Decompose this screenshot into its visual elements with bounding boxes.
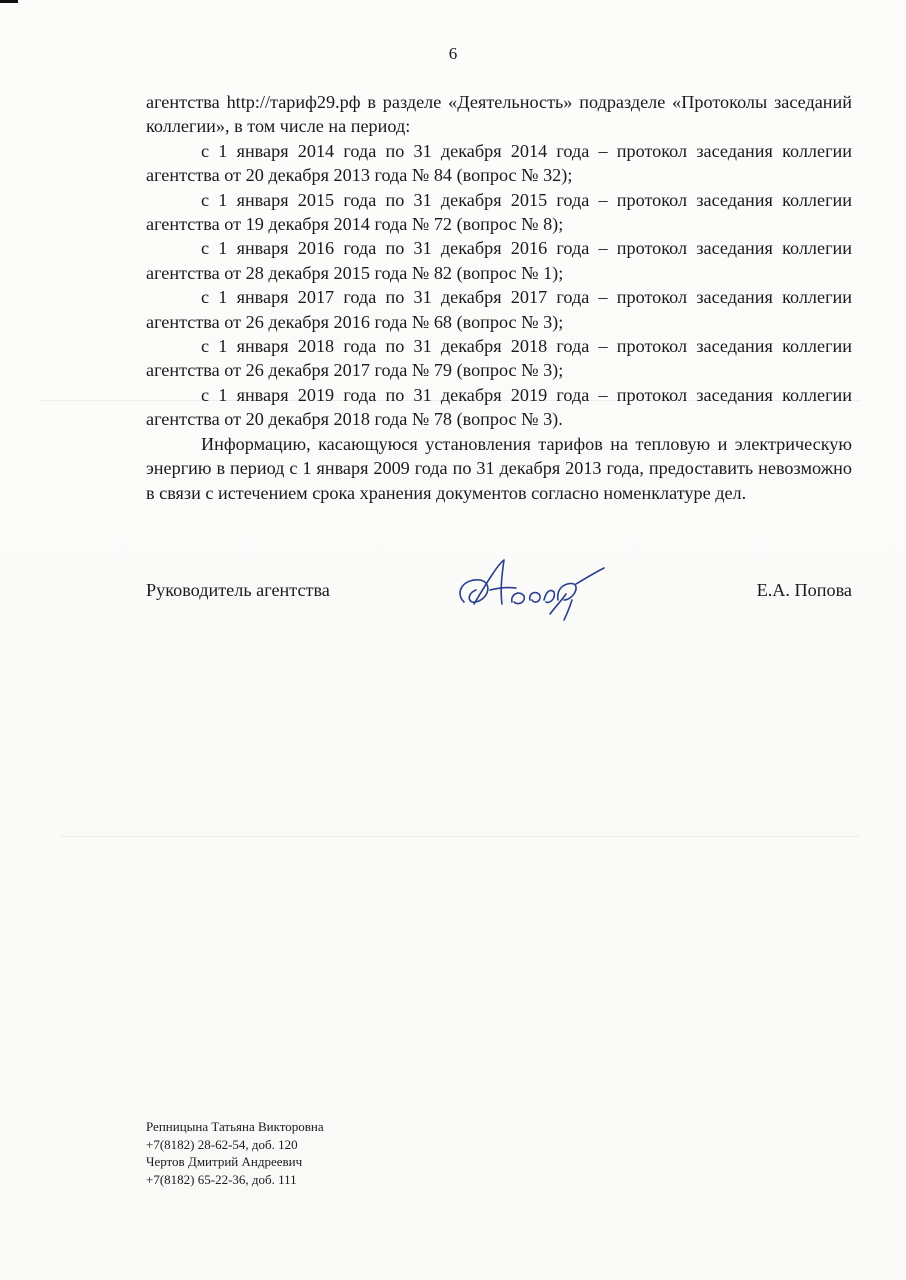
contact-name-1: Репницына Татьяна Викторовна xyxy=(146,1119,324,1134)
paragraph-period-2017: с 1 января 2017 года по 31 декабря 2017 года – протокол заседания коллегии агентства от 26 декабря 2016 года № 68 (вопрос № 3); xyxy=(146,287,852,332)
paragraph-period-2014: с 1 января 2014 года по 31 декабря 2014 года – протокол заседания коллегии агентства от 20 декабря 2013 года № 84 (вопрос № 32); xyxy=(146,140,852,186)
paragraph-information: Информацию, касающуюся установления тарифов на тепловую и электрическую энергию в период с 1 января 2009 года по 31 декабря 2013 года, предоставить невозможно в связи с истечением срока хранения документов согласно номенклатуре дел. xyxy=(146,433,852,503)
handwritten-signature xyxy=(446,554,616,624)
signature-block xyxy=(146,580,852,620)
paragraph-intro: агентства http://тариф29.рф в разделе «Деятельность» подразделе «Протоколы заседаний коллегии», в том числе на период: xyxy=(146,92,852,137)
contact-name-2: Чертов Дмитрий Андреевич xyxy=(146,1154,303,1169)
contact-phone-1: +7(8182) 28-62-54, доб. 120 xyxy=(146,1136,298,1152)
page-number: 6 xyxy=(448,44,458,63)
paragraph-period-2019: с 1 января 2019 года по 31 декабря 2019 года – протокол заседания коллегии агентства от 20 декабря 2018 года № 78 (вопрос № 3). xyxy=(146,384,852,430)
signatory-name: Е.А. Попова xyxy=(756,580,852,600)
contact-block xyxy=(146,1118,324,1188)
paragraph-period-2015: с 1 января 2015 года по 31 декабря 2015 года – протокол заседания коллегии агентства от 19 декабря 2014 года № 72 (вопрос № 8); xyxy=(146,189,852,235)
signatory-title: Руководитель агентства xyxy=(146,580,330,600)
letter-body xyxy=(146,90,852,505)
paragraph-period-2018: с 1 января 2018 года по 31 декабря 2018 года – протокол заседания коллегии агентства от 26 декабря 2017 года № 79 (вопрос № 3); xyxy=(146,336,852,381)
contact-phone-2: +7(8182) 65-22-36, доб. 111 xyxy=(146,1171,297,1187)
scan-corner-mark xyxy=(0,0,18,3)
scan-artifact-line xyxy=(60,836,860,837)
paragraph-period-2016: с 1 января 2016 года по 31 декабря 2016 года – протокол заседания коллегии агентства от 28 декабря 2015 года № 82 (вопрос № 1); xyxy=(146,238,852,283)
